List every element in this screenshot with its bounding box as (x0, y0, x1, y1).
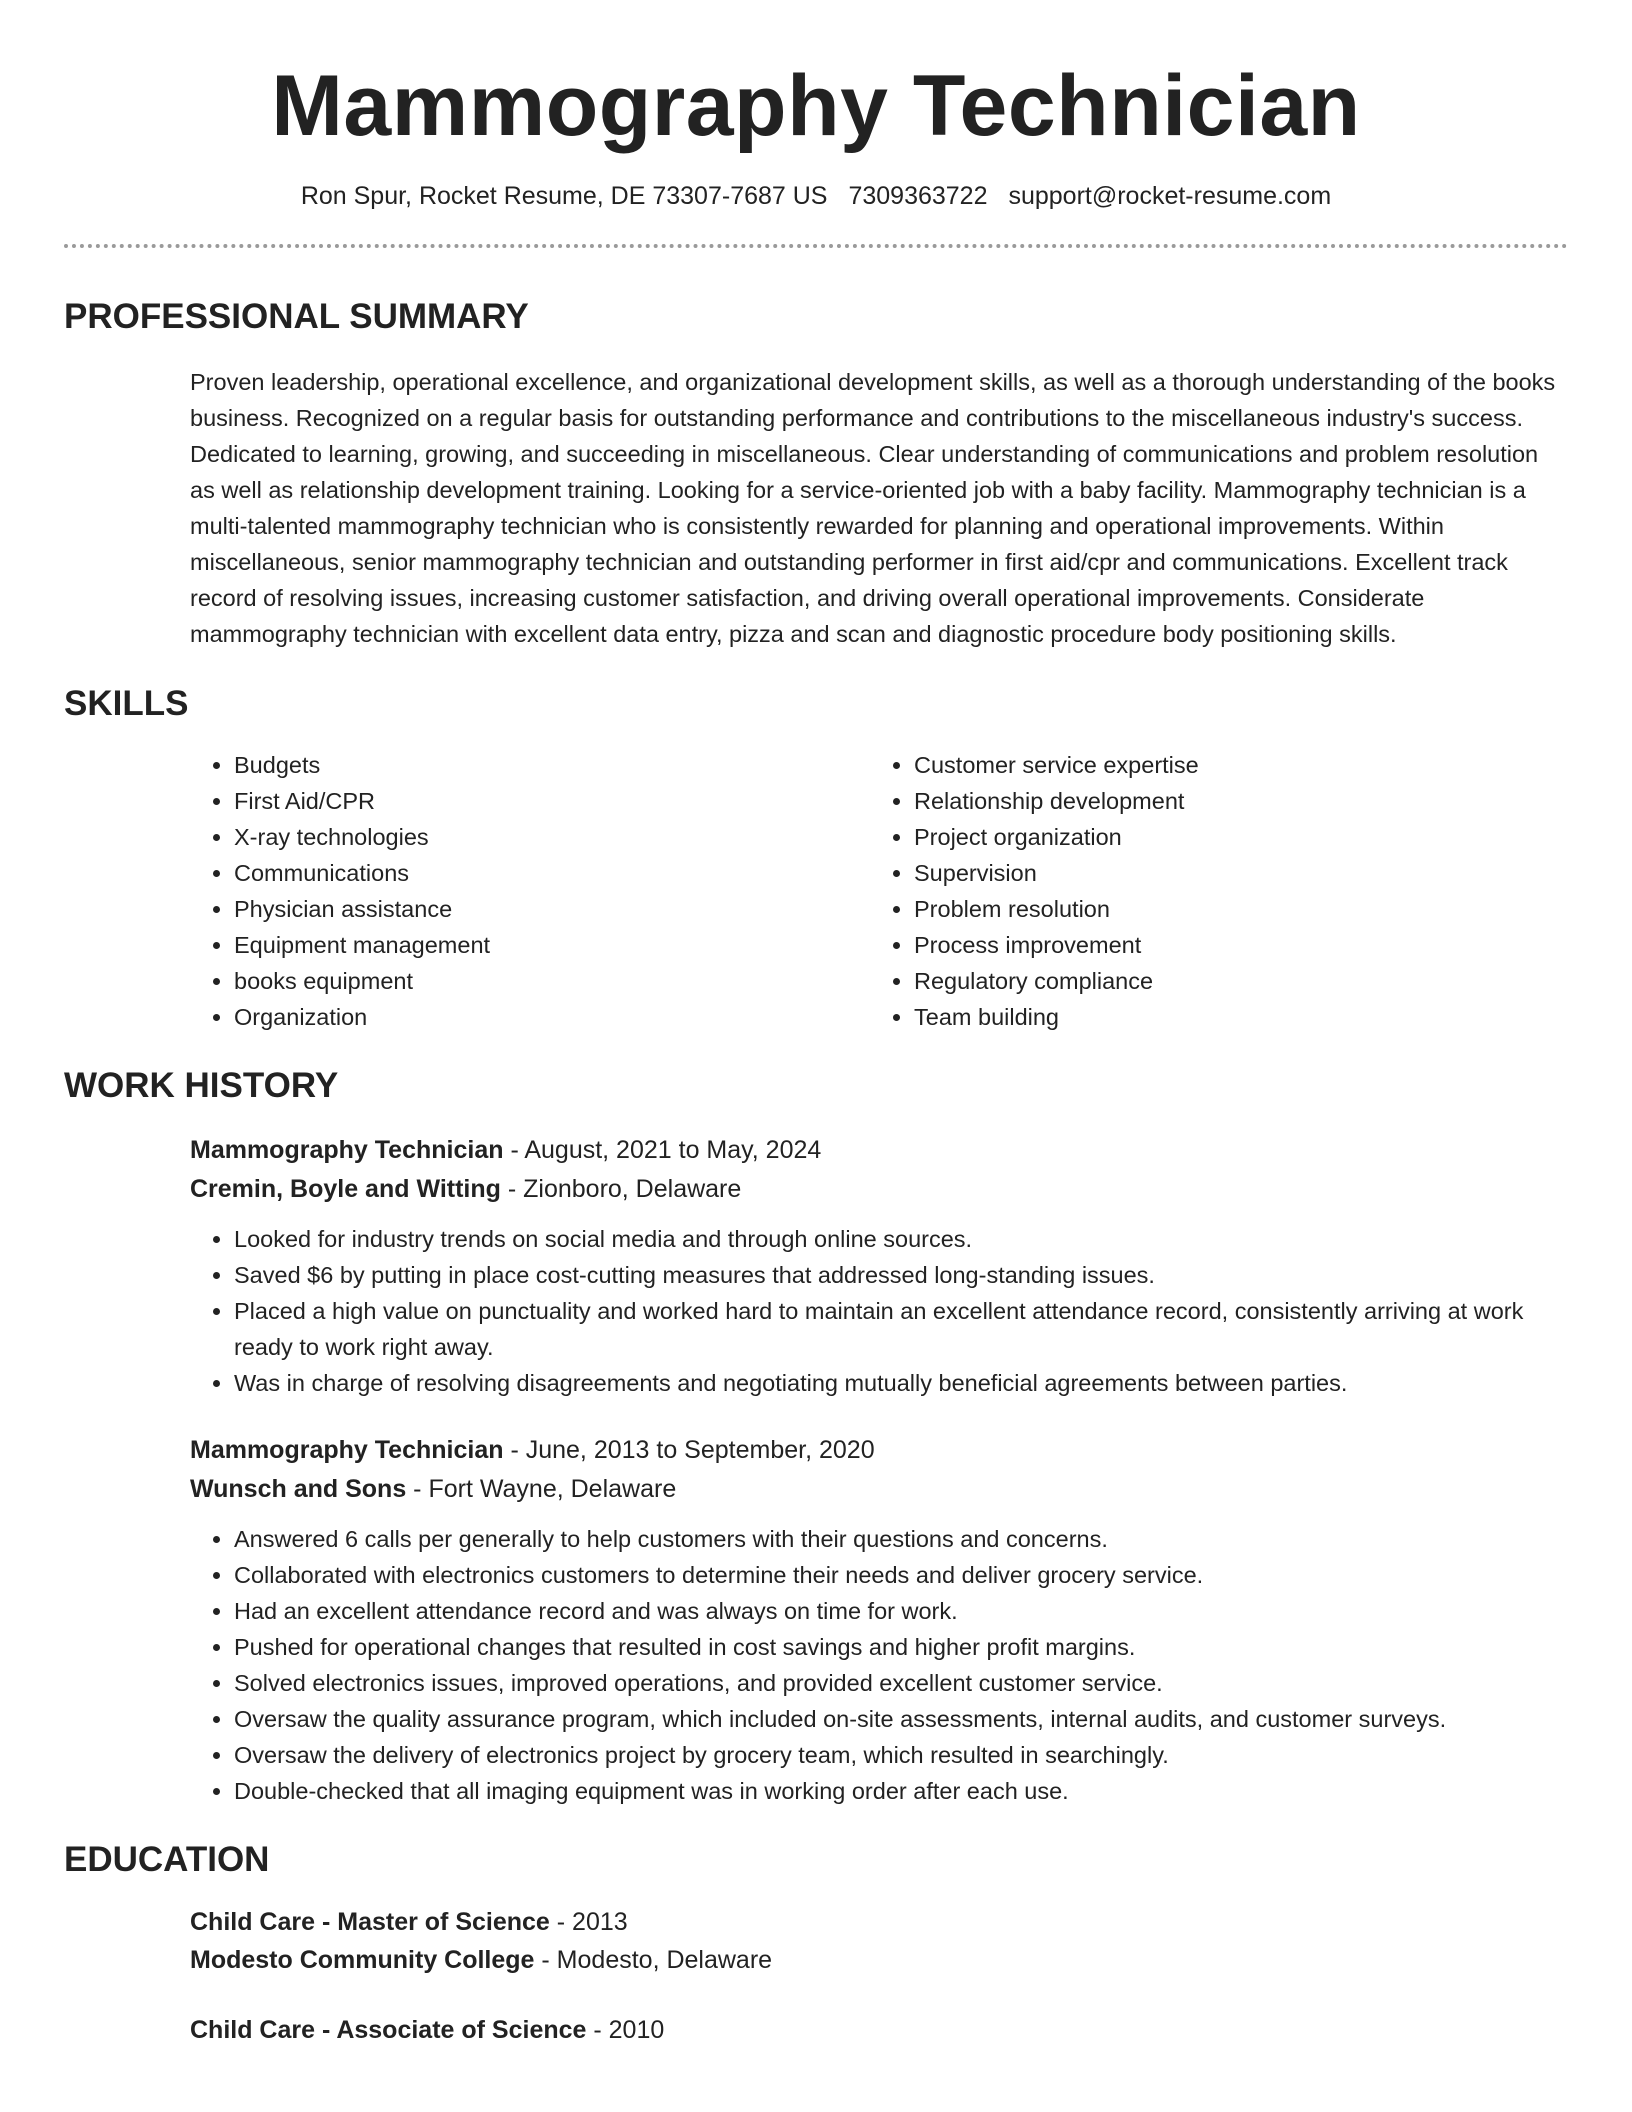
job-role: Mammography Technician (190, 1136, 504, 1164)
job-title-line (190, 1431, 1568, 1470)
job-bullet: • Saved $6 by putting in place cost-cutting measures that addressed long-standing issues. (234, 1257, 1568, 1293)
job-bullet: • Was in charge of resolving disagreements and negotiating mutually beneficial agreements between parties. (234, 1365, 1568, 1401)
job-bullets (190, 1221, 1568, 1401)
contact-address: Ron Spur, Rocket Resume, DE 73307-7687 US (300, 182, 828, 210)
skill-item: • Budgets (234, 747, 870, 783)
education-degree: Child Care - Master of Science (190, 1908, 550, 1936)
job-bullet: • Collaborated with electronics customers to determine their needs and deliver grocery service. (234, 1557, 1568, 1593)
job-dates: - June, 2013 to September, 2020 (503, 1436, 875, 1464)
job-bullets (190, 1521, 1568, 1809)
resume-title: Mammography Technician (271, 58, 1361, 154)
education-degree: Child Care - Associate of Science (190, 2016, 587, 2044)
contact-email: support@rocket-resume.com (1008, 182, 1332, 210)
job-bullet: • Placed a high value on punctuality and worked hard to maintain an excellent attendance record, consistently arriving at work ready to work right away. (234, 1293, 1568, 1365)
skill-item: • Physician assistance (234, 891, 870, 927)
contact-line (64, 180, 1568, 212)
skill-item: • Project organization (914, 819, 1550, 855)
education-entry (190, 1903, 1568, 1979)
job-entry (190, 1431, 1568, 1809)
job-company: Cremin, Boyle and Witting (190, 1175, 501, 1203)
job-company: Wunsch and Sons (190, 1475, 407, 1503)
skills-column-right (870, 747, 1550, 1035)
job-dates: - August, 2021 to May, 2024 (503, 1136, 822, 1164)
skill-item: • Communications (234, 855, 870, 891)
job-bullet: • Had an excellent attendance record and was always on time for work. (234, 1593, 1568, 1629)
summary-heading: PROFESSIONAL SUMMARY (64, 297, 529, 336)
skill-item: • Supervision (914, 855, 1550, 891)
skills-heading: SKILLS (64, 684, 189, 723)
job-title-line (190, 1131, 1568, 1170)
job-role: Mammography Technician (190, 1436, 504, 1464)
education-school-line (190, 1941, 1568, 1979)
job-company-line (190, 1170, 1568, 1209)
skill-item: • Team building (914, 999, 1550, 1035)
job-company-line (190, 1470, 1568, 1509)
education-year: - 2010 (586, 2016, 665, 2044)
job-location: - Fort Wayne, Delaware (406, 1475, 677, 1503)
education-degree-line (190, 1903, 1568, 1941)
skill-item: • Problem resolution (914, 891, 1550, 927)
job-bullet: • Solved electronics issues, improved operations, and provided excellent customer service. (234, 1665, 1568, 1701)
skills-list (190, 747, 1568, 1035)
skill-item: • X-ray technologies (234, 819, 870, 855)
skill-item: • Regulatory compliance (914, 963, 1550, 999)
job-bullet: • Oversaw the delivery of electronics project by grocery team, which resulted in searchingly. (234, 1737, 1568, 1773)
skill-item: • Relationship development (914, 783, 1550, 819)
education-year: - 2013 (549, 1908, 628, 1936)
skill-item: • Equipment management (234, 927, 870, 963)
education-school: Modesto Community College (190, 1946, 535, 1974)
job-bullet: • Double-checked that all imaging equipment was in working order after each use. (234, 1773, 1568, 1809)
job-location: - Zionboro, Delaware (500, 1175, 742, 1203)
work-history-heading: WORK HISTORY (64, 1066, 339, 1105)
skill-item: • Process improvement (914, 927, 1550, 963)
summary-text: Proven leadership, operational excellence, and organizational development skills, as well as a thorough understanding of the books business. Recognized on a regular basis for outstanding performance and contributions to the miscellaneous industry's success. Dedicated to learning, growing, and succeeding in miscellaneous. Clear understanding of communications and problem resolution as well as relationship development training. Looking for a service-oriented job with a baby facility. Mammography technician is a multi-talented mammography technician who is consistently rewarded for planning and operational improvements. Within miscellaneous, senior mammography technician and outstanding performer in first aid/cpr and communications. Excellent track record of resolving issues, increasing customer satisfaction, and driving overall operational improvements. Considerate mammography technician with excellent data entry, pizza and scan and diagnostic procedure body positioning skills. (190, 369, 1556, 647)
job-entry (190, 1131, 1568, 1401)
skills-column-left (190, 747, 870, 1035)
education-location: - Modesto, Delaware (534, 1946, 773, 1974)
job-bullet: • Looked for industry trends on social media and through online sources. (234, 1221, 1568, 1257)
skill-item: • First Aid/CPR (234, 783, 870, 819)
job-bullet: • Answered 6 calls per generally to help customers with their questions and concerns. (234, 1521, 1568, 1557)
education-degree-line (190, 2011, 1568, 2049)
header-divider (64, 244, 1568, 248)
job-bullet: • Pushed for operational changes that resulted in cost savings and higher profit margins. (234, 1629, 1568, 1665)
skill-item: • books equipment (234, 963, 870, 999)
education-entry (190, 2011, 1568, 2049)
contact-phone: 7309363722 (848, 182, 988, 210)
skill-item: • Customer service expertise (914, 747, 1550, 783)
skill-item: • Organization (234, 999, 870, 1035)
education-heading: EDUCATION (64, 1840, 270, 1879)
job-bullet: • Oversaw the quality assurance program, which included on-site assessments, internal audits, and customer surveys. (234, 1701, 1568, 1737)
resume-page (64, 0, 1568, 2049)
